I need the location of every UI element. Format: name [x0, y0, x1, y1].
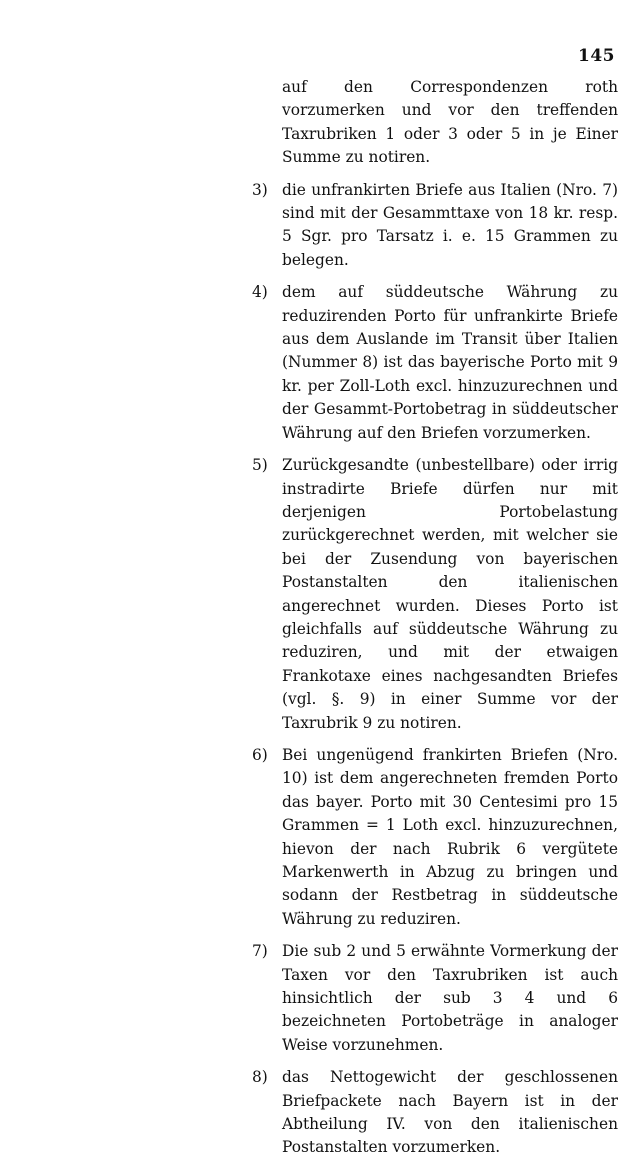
paragraph-item-8 [252, 1066, 618, 1160]
paragraph-item-3 [252, 179, 618, 273]
paragraph-text: dem auf süddeutsche Währung zu reduzirenden Porto für unfrankirte Briefe aus dem Auslande im Transit über Italien (Nummer 8) ist das bayerische Porto mit 9 kr. per Zoll-Loth excl. hinzuzurechnen und der Gesammt-Portobetrag in süddeutscher Währung auf den Briefen vorzumerken. [282, 283, 618, 442]
paragraph-text: Bei ungenügend frankirten Briefen (Nro. 10) ist dem angerechneten fremden Porto das bayer. Porto mit 30 Centesimi pro 15 Grammen = 1 Loth excl. hinzuzurechnen, hievon der nach Rubrik 6 vergütete Markenwerth in Abzug zu bringen und sodann der Restbetrag in süddeutsche Währung zu reduziren. [282, 745, 618, 928]
page-number: 145 [578, 46, 615, 66]
paragraph-number: 6) [252, 745, 268, 764]
paragraph-number: 7) [252, 942, 268, 961]
paragraph-item-7 [252, 940, 618, 1057]
paragraph-item-5 [252, 454, 618, 735]
paragraph-text: das Nettogewicht der geschlossenen Briefpackete nach Bayern ist in der Abtheilung IV. von den italienischen Postanstalten vorzumerken. [282, 1068, 618, 1157]
paragraph-number: 4) [252, 283, 268, 302]
page-body [252, 76, 618, 1160]
paragraph-number: 5) [252, 456, 268, 475]
paragraph-text: Die sub 2 und 5 erwähnte Vormerkung der Taxen vor den Taxrubriken ist auch hinsichtlich der sub 3 4 und 6 bezeichneten Portobeträge in analoger Weise vorzunehmen. [282, 942, 618, 1054]
paragraph-number: 3) [252, 180, 268, 199]
paragraph-item-4 [252, 281, 618, 445]
paragraph-text: die unfrankirten Briefe aus Italien (Nro. 7) sind mit der Gesammttaxe von 18 kr. resp. 5 Sgr. pro Tarsatz i. e. 15 Grammen zu belegen. [282, 180, 618, 269]
paragraph-text: Zurückgesandte (unbestellbare) oder irrig instradirte Briefe dürfen nur mit derjenigen Portobelastung zurückgerechnet werden, mit welcher sie bei der Zusendung von bayerischen Postanstalten den italienischen angerechnet wurden. Dieses Porto ist gleichfalls auf süddeutsche Währung zu reduziren, und mit der etwaigen Frankotaxe eines nachgesandten Briefes (vgl. §. 9) in einer Summe vor der Taxrubrik 9 zu notiren. [282, 456, 618, 732]
paragraph-item-6 [252, 744, 618, 931]
paragraph-number: 8) [252, 1068, 268, 1087]
paragraph-text: auf den Correspondenzen roth vorzumerken und vor den treffenden Taxrubriken 1 oder 3 oder 5 in je Einer Summe zu notiren. [282, 78, 618, 167]
paragraph-continuation [252, 76, 618, 170]
